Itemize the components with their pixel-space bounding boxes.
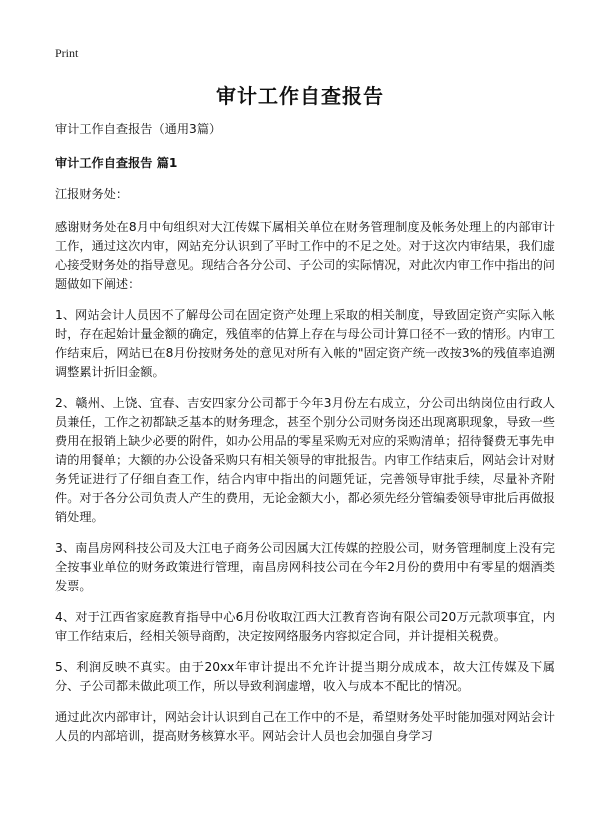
- paragraph-item-3: 3、南昌房网科技公司及大江电子商务公司因属大江传媒的控股公司，财务管理制度上没有完全按事业单位的财务政策进行管理，南昌房网科技公司在今年2月份的费用中有零星的烟酒类发票。: [55, 541, 555, 593]
- print-link[interactable]: Print: [55, 46, 79, 60]
- document-subtitle: 审计工作自查报告（通用3篇）: [55, 122, 222, 136]
- salutation: 江报财务处：: [55, 187, 129, 201]
- paragraph-item-5: 5、利润反映不真实。由于20xx年审计提出不允许计提当期分成成本，故大江传媒及下属分、子公司都未做此项工作，所以导致利润虚增，收入与成本不配比的情况。: [55, 660, 555, 693]
- paragraph-conclusion: 通过此次内部审计，网站会计认识到自己在工作中的不是，希望财务处平时能加强对网站会计人员的内部培训，提高财务核算水平。网站会计人员也会加强自身学习: [55, 710, 555, 743]
- paragraph-item-4: 4、对于江西省家庭教育指导中心6月份收取江西大江教育咨询有限公司20万元款项事宜，内审工作结束后，经相关领导商酌，决定按网络服务内容拟定合同，并计提相关税费。: [55, 610, 555, 643]
- document-body: [55, 120, 555, 758]
- paragraph-item-1: 1、网站会计人员因不了解母公司在固定资产处理上采取的相关制度，导致固定资产实际入帐时，存在起始计量金额的确定，残值率的估算上存在与母公司计算口径不一致的情形。内审工作结束后，网站已在8月份按财务处的意见对所有入帐的"固定资产统一改按3%的残值率追溯调整累计折旧金额。: [55, 308, 555, 379]
- paragraph-item-2: 2、赣州、上饶、宜春、吉安四家分公司都于今年3月份左右成立，分公司出纳岗位由行政人员兼任，工作之初都缺乏基本的财务理念，甚至个别分公司财务岗还出现离职现象，导致一些费用在报销上缺少必要的附件，如办公用品的零星采购无对应的采购清单；招待餐费无事先申请的用餐单；大额的办公设备采购只有相关领导的审批报告。内审工作结束后，网站会计对财务凭证进行了仔细自查工作，结合内审中指出的问题凭证，完善领导审批手续，尽量补齐附件。对于各分公司负责人产生的费用，无论金额大小，都必须先经分管编委领导审批后再做报销处理。: [55, 396, 555, 524]
- section-heading: 审计工作自查报告 篇1: [55, 156, 178, 170]
- paragraph-intro: 感谢财务处在8月中旬组织对大江传媒下属相关单位在财务管理制度及帐务处理上的内部审计工作，通过这次内审，网站充分认识到了平时工作中的不足之处。对于这次内审结果，我们虚心接受财务处的指导意见。现结合各分公司、子公司的实际情况，对此次内审工作中指出的问题做如下阐述：: [55, 220, 555, 291]
- document-title: 审计工作自查报告: [216, 84, 384, 108]
